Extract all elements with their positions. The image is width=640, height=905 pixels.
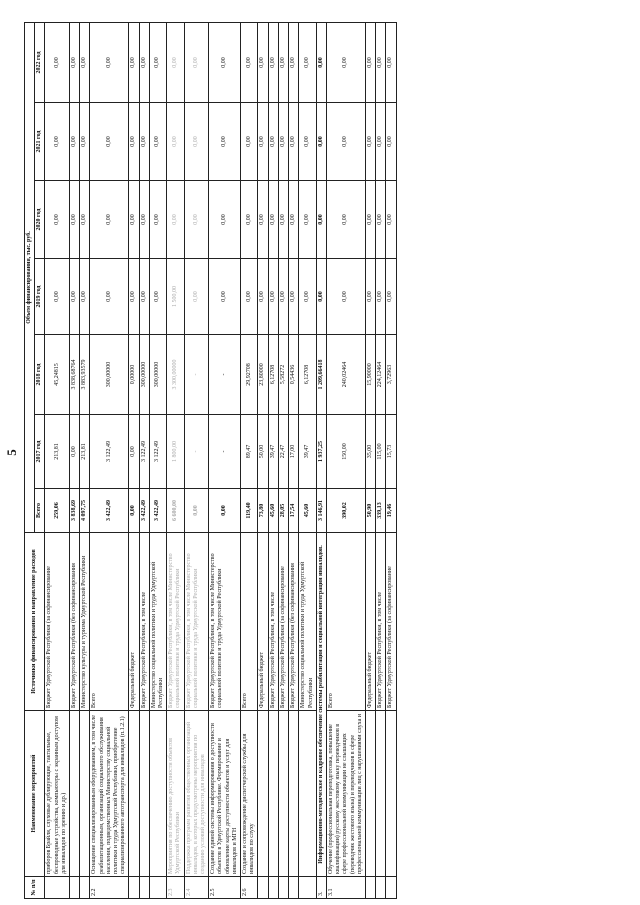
row-source: Бюджет Удмуртской Республики (без софинансирования: [70, 533, 80, 711]
row-num: [299, 877, 316, 899]
col-header-year: 2022 год: [35, 22, 45, 102]
col-header-year: 2018 год: [35, 335, 45, 415]
section-row: [316, 22, 326, 898]
row-year-value: 39,47: [299, 415, 316, 489]
row-year-value: 0,00: [241, 22, 258, 102]
section-value: 0,00: [316, 103, 326, 181]
row-num: [70, 877, 80, 899]
row-event: Поддержка программ развития общественных организаций инвалидов, в которых предусмотрены мероприятия по созданию условий доступности для инвалидов: [184, 711, 209, 877]
row-year-value: 22,47: [278, 415, 288, 489]
row-year-value: 0,00: [258, 259, 268, 335]
section-num: 3.: [316, 877, 326, 899]
row-year-value: 0,00: [241, 181, 258, 259]
row-num: [80, 877, 90, 899]
row-year-value: -: [209, 415, 241, 489]
row-year-value: 1 800,00: [167, 415, 184, 489]
row-year-value: 0,00: [45, 22, 70, 102]
row-event: Оснащение специализированным оборудованием, в том числе реабилитационным, организаций социального обслуживания населения, подведомственных Министерству социальной политики и труда Удмуртской Республики, приобретение специализированного автотранспорта для инвалидов (п.1.2.1): [90, 711, 129, 877]
row-num: [149, 877, 166, 899]
row-num: 2.5: [209, 877, 241, 899]
row-year-value: 0,00: [45, 181, 70, 259]
row-year-value: 0,00: [376, 103, 386, 181]
row-source: Министерство социальной политики и труда Удмуртской Республики: [149, 533, 166, 711]
row-event: Мероприятия по обеспечению доступности объектов Удмуртской Республики: [167, 711, 184, 877]
table-row: [149, 22, 166, 898]
row-event: [289, 711, 299, 877]
row-source: Федеральный бюджет: [365, 533, 375, 711]
row-year-value: 0,00: [139, 22, 149, 102]
row-source: Всего: [90, 533, 129, 711]
row-year-value: 0,00: [299, 22, 316, 102]
row-year-value: 15,90000: [365, 335, 375, 415]
row-year-value: 0,00: [80, 22, 90, 102]
row-total: 45,60: [299, 489, 316, 533]
row-year-value: 0,00: [184, 181, 209, 259]
row-event: Обучение (профессиональная переподготовка, повышение квалификации) русскому жестовому языку переводчиков в сфере профессиональной коммуникации не слышащих (переводчик жестового языка) и переводчиков в сфере профессиональной коммуникации лиц с нарушениями слуха и: [326, 711, 365, 877]
row-year-value: 3 300,00000: [167, 335, 184, 415]
row-year-value: 0,00000: [129, 335, 139, 415]
row-year-value: 0,00: [149, 181, 166, 259]
row-num: [258, 877, 268, 899]
row-year-value: 0,00: [90, 103, 129, 181]
row-source: Федеральный бюджет: [258, 533, 268, 711]
table-row: [70, 22, 80, 898]
table-row: [278, 22, 288, 898]
row-year-value: 17,00: [289, 415, 299, 489]
row-year-value: -: [184, 415, 209, 489]
row-year-value: 3 122,49: [149, 415, 166, 489]
row-year-value: 0,00: [299, 259, 316, 335]
row-year-value: 29,92708: [241, 335, 258, 415]
section-value: 0,00: [316, 22, 326, 102]
row-total: 0,00: [129, 489, 139, 533]
row-year-value: 0,00: [167, 22, 184, 102]
row-year-value: 0,00: [299, 103, 316, 181]
row-year-value: 0,00: [289, 259, 299, 335]
page-number: 5: [4, 449, 19, 456]
col-header-year: 2019 год: [35, 259, 45, 335]
row-year-value: 3 883,93579: [80, 335, 90, 415]
row-year-value: 0,00: [299, 181, 316, 259]
col-header-funding: Объем финансирования, тыс. руб.: [25, 22, 35, 532]
row-year-value: 0,00: [70, 22, 80, 102]
row-event: [376, 711, 386, 877]
row-year-value: -: [209, 335, 241, 415]
row-num: [289, 877, 299, 899]
row-total: 17,54: [289, 489, 299, 533]
row-year-value: 0,00: [268, 22, 278, 102]
row-total: 339,13: [376, 489, 386, 533]
row-total: 119,40: [241, 489, 258, 533]
row-source: Бюджет Удмуртской Республики, в том числе Министерство социальной политики и труда Удмуртской Республики: [167, 533, 184, 711]
row-year-value: 0,00: [386, 103, 396, 181]
row-year-value: 0,00: [376, 22, 386, 102]
row-year-value: 3 838,68764: [70, 335, 80, 415]
section-total: 3 146,91: [316, 489, 326, 533]
row-year-value: 0,00: [90, 181, 129, 259]
row-year-value: 23,80000: [258, 335, 268, 415]
row-year-value: 0,00: [365, 103, 375, 181]
section-value: 1 937,25: [316, 415, 326, 489]
row-year-value: 0,00: [386, 181, 396, 259]
table-row: [45, 22, 70, 898]
row-total: 3 422,49: [90, 489, 129, 533]
row-year-value: 39,47: [268, 415, 278, 489]
row-year-value: 0,00: [386, 259, 396, 335]
row-year-value: 0,00: [167, 103, 184, 181]
row-event: [70, 711, 80, 877]
row-year-value: 3,72963: [386, 335, 396, 415]
row-year-value: 6,12708: [299, 335, 316, 415]
row-year-value: 0,00: [289, 103, 299, 181]
row-year-value: 213,81: [80, 415, 90, 489]
row-year-value: 0,00: [386, 22, 396, 102]
row-source: Всего: [326, 533, 365, 711]
row-year-value: 0,00: [139, 103, 149, 181]
row-num: [139, 877, 149, 899]
row-total: 3 838,69: [70, 489, 80, 533]
row-year-value: 0,00: [268, 103, 278, 181]
row-year-value: 150,00: [326, 415, 365, 489]
row-source: Бюджет Удмуртской Республики, в том числе: [376, 533, 386, 711]
row-source: Бюджет Удмуртской Республики, в том числе Министерство социальной политики и труда Удмуртской Республики: [209, 533, 241, 711]
table-row: [184, 22, 209, 898]
row-year-value: 115,00: [376, 415, 386, 489]
row-year-value: 0,00: [45, 259, 70, 335]
row-year-value: 224,12464: [376, 335, 386, 415]
row-year-value: 0,00: [129, 181, 139, 259]
row-total: 73,80: [258, 489, 268, 533]
row-year-value: 5,58272: [278, 335, 288, 415]
row-year-value: 0,00: [241, 259, 258, 335]
section-value: 0,00: [316, 181, 326, 259]
table-row: [241, 22, 258, 898]
row-year-value: 50,00: [258, 415, 268, 489]
table-row: [258, 22, 268, 898]
section-value: 1 209,66418: [316, 335, 326, 415]
table-row: [209, 22, 241, 898]
row-source: Всего: [241, 533, 258, 711]
table-row: [167, 22, 184, 898]
row-num: 2.6: [241, 877, 258, 899]
row-year-value: 0,00: [70, 181, 80, 259]
row-year-value: 300,00000: [149, 335, 166, 415]
row-year-value: 0,00: [278, 181, 288, 259]
row-event: приборов Брайля, слуховые дублирующие, тактильные, беспроводные устройства, компьютеры с экранным доступом для инвалидов по зрению и др.): [45, 711, 70, 877]
row-year-value: 3 122,49: [90, 415, 129, 489]
row-num: [268, 877, 278, 899]
row-year-value: 0,00: [139, 181, 149, 259]
row-num: [386, 877, 396, 899]
row-num: 3.1: [326, 877, 365, 899]
table-row: [299, 22, 316, 898]
row-year-value: 0,00: [80, 181, 90, 259]
row-total: 390,02: [326, 489, 365, 533]
row-year-value: 0,00: [90, 259, 129, 335]
row-total: 45,60: [268, 489, 278, 533]
row-total: 28,05: [278, 489, 288, 533]
row-event: [149, 711, 166, 877]
row-year-value: 0,00: [268, 181, 278, 259]
row-event: Создание и сопровождение диспетчерской службы для инвалидов по слуху: [241, 711, 258, 877]
row-year-value: 0,00: [326, 181, 365, 259]
row-total: 259,06: [45, 489, 70, 533]
row-year-value: 6,12708: [268, 335, 278, 415]
row-year-value: 1 500,00: [167, 259, 184, 335]
row-year-value: 0,00: [326, 259, 365, 335]
row-source: Бюджет Удмуртской Республики (за софинансирование: [386, 533, 396, 711]
row-year-value: 15,73: [386, 415, 396, 489]
row-num: 2.3: [167, 877, 184, 899]
table-row: [365, 22, 375, 898]
row-year-value: 0,00: [278, 22, 288, 102]
row-year-value: 240,02464: [326, 335, 365, 415]
table-row: [376, 22, 386, 898]
row-year-value: 0,00: [376, 259, 386, 335]
row-year-value: 45,24815: [45, 335, 70, 415]
table-row: [139, 22, 149, 898]
row-year-value: 0,00: [241, 103, 258, 181]
row-event: [139, 711, 149, 877]
row-event: [365, 711, 375, 877]
row-source: Бюджет Удмуртской Республики, в том числе: [139, 533, 149, 711]
row-source: Министерство культуры и туризма Удмуртской Республики: [80, 533, 90, 711]
row-event: Создание единой системы информирования о доступности объектов в Удмуртской Республике. Формирование и обновление карты доступности объектов и услуг для инвалидов и МГН: [209, 711, 241, 877]
row-year-value: 0,00: [80, 259, 90, 335]
col-header-year: 2017 год: [35, 415, 45, 489]
row-source: Федеральный бюджет: [129, 533, 139, 711]
table-row: [268, 22, 278, 898]
funding-table: [24, 22, 397, 899]
row-year-value: 0,54436: [289, 335, 299, 415]
row-year-value: 3 122,49: [139, 415, 149, 489]
col-header-source: Источники финансирования и направление расходов: [25, 533, 45, 711]
table-row: [326, 22, 365, 898]
row-year-value: 0,00: [209, 103, 241, 181]
row-source: Бюджет Удмуртской Республики, в том числе: [268, 533, 278, 711]
row-year-value: 0,00: [184, 259, 209, 335]
row-year-value: 0,00: [149, 22, 166, 102]
row-year-value: 0,00: [376, 181, 386, 259]
row-year-value: 0,00: [258, 22, 268, 102]
col-header-event: Наименование мероприятий: [25, 711, 45, 877]
row-num: [376, 877, 386, 899]
row-num: [129, 877, 139, 899]
row-year-value: 0,00: [258, 103, 268, 181]
row-year-value: 0,00: [184, 22, 209, 102]
row-event: [299, 711, 316, 877]
row-num: 2.4: [184, 877, 209, 899]
row-year-value: 0,00: [365, 259, 375, 335]
row-year-value: 0,00: [70, 259, 80, 335]
row-num: 2.2: [90, 877, 129, 899]
row-year-value: 0,00: [129, 259, 139, 335]
row-year-value: 89,47: [241, 415, 258, 489]
row-year-value: 0,00: [70, 415, 80, 489]
row-year-value: 0,00: [70, 103, 80, 181]
row-num: [45, 877, 70, 899]
col-header-num: № п/п: [25, 877, 45, 899]
row-year-value: 300,00000: [139, 335, 149, 415]
section-title: Информационно-методическое и кадровое обеспечение системы реабилитации и социальной интеграции инвалидов.: [316, 533, 326, 877]
table-row: [90, 22, 129, 898]
row-year-value: 0,00: [278, 103, 288, 181]
table-row: [129, 22, 139, 898]
row-year-value: -: [184, 335, 209, 415]
row-year-value: 0,00: [209, 259, 241, 335]
row-year-value: 213,81: [45, 415, 70, 489]
row-source: Бюджет Удмуртской Республики (без софинансирования: [289, 533, 299, 711]
row-year-value: 0,00: [365, 22, 375, 102]
col-header-year: 2020 год: [35, 181, 45, 259]
row-total: 3 422,49: [149, 489, 166, 533]
row-year-value: 0,00: [326, 22, 365, 102]
row-year-value: 0,00: [326, 103, 365, 181]
row-event: [278, 711, 288, 877]
row-year-value: 0,00: [278, 259, 288, 335]
row-year-value: 0,00: [184, 103, 209, 181]
row-year-value: 0,00: [149, 259, 166, 335]
col-header-year: 2021 год: [35, 103, 45, 181]
table-row: [289, 22, 299, 898]
row-total: 4 097,75: [80, 489, 90, 533]
row-year-value: 0,00: [129, 103, 139, 181]
row-event: [268, 711, 278, 877]
row-total: 0,00: [209, 489, 241, 533]
row-year-value: 0,00: [45, 103, 70, 181]
row-year-value: 0,00: [289, 22, 299, 102]
section-value: 0,00: [316, 259, 326, 335]
row-year-value: 0,00: [139, 259, 149, 335]
row-year-value: 0,00: [209, 22, 241, 102]
row-year-value: 0,00: [268, 259, 278, 335]
row-year-value: 0,00: [129, 415, 139, 489]
row-total: 0,00: [184, 489, 209, 533]
row-year-value: 0,00: [289, 181, 299, 259]
row-year-value: 0,00: [129, 22, 139, 102]
row-total: 3 422,49: [139, 489, 149, 533]
row-year-value: 0,00: [167, 181, 184, 259]
row-event: [386, 711, 396, 877]
table-row: [386, 22, 396, 898]
row-year-value: 0,00: [365, 181, 375, 259]
row-year-value: 300,00000: [90, 335, 129, 415]
row-total: 19,46: [386, 489, 396, 533]
row-year-value: 0,00: [209, 181, 241, 259]
row-year-value: 0,00: [90, 22, 129, 102]
row-event: [258, 711, 268, 877]
row-total: 6 600,00: [167, 489, 184, 533]
col-header-total: Всего: [35, 489, 45, 533]
row-num: [365, 877, 375, 899]
row-source: Бюджет Удмуртской Республики (за софинансирование: [45, 533, 70, 711]
header-row: [25, 22, 35, 898]
table-row: [80, 22, 90, 898]
row-source: Бюджет Удмуртской Республики, в том числе Министерство социальной политики и труда Удмуртской Республики: [184, 533, 209, 711]
row-source: Министерство социальной политики и труда Удмуртской Республики: [299, 533, 316, 711]
row-year-value: 0,00: [258, 181, 268, 259]
row-event: [129, 711, 139, 877]
row-year-value: 0,00: [149, 103, 166, 181]
row-source: Бюджет Удмуртской Республики (за софинансирование: [278, 533, 288, 711]
row-num: [278, 877, 288, 899]
row-total: 50,90: [365, 489, 375, 533]
row-year-value: 35,00: [365, 415, 375, 489]
row-year-value: 0,00: [80, 103, 90, 181]
row-event: [80, 711, 90, 877]
